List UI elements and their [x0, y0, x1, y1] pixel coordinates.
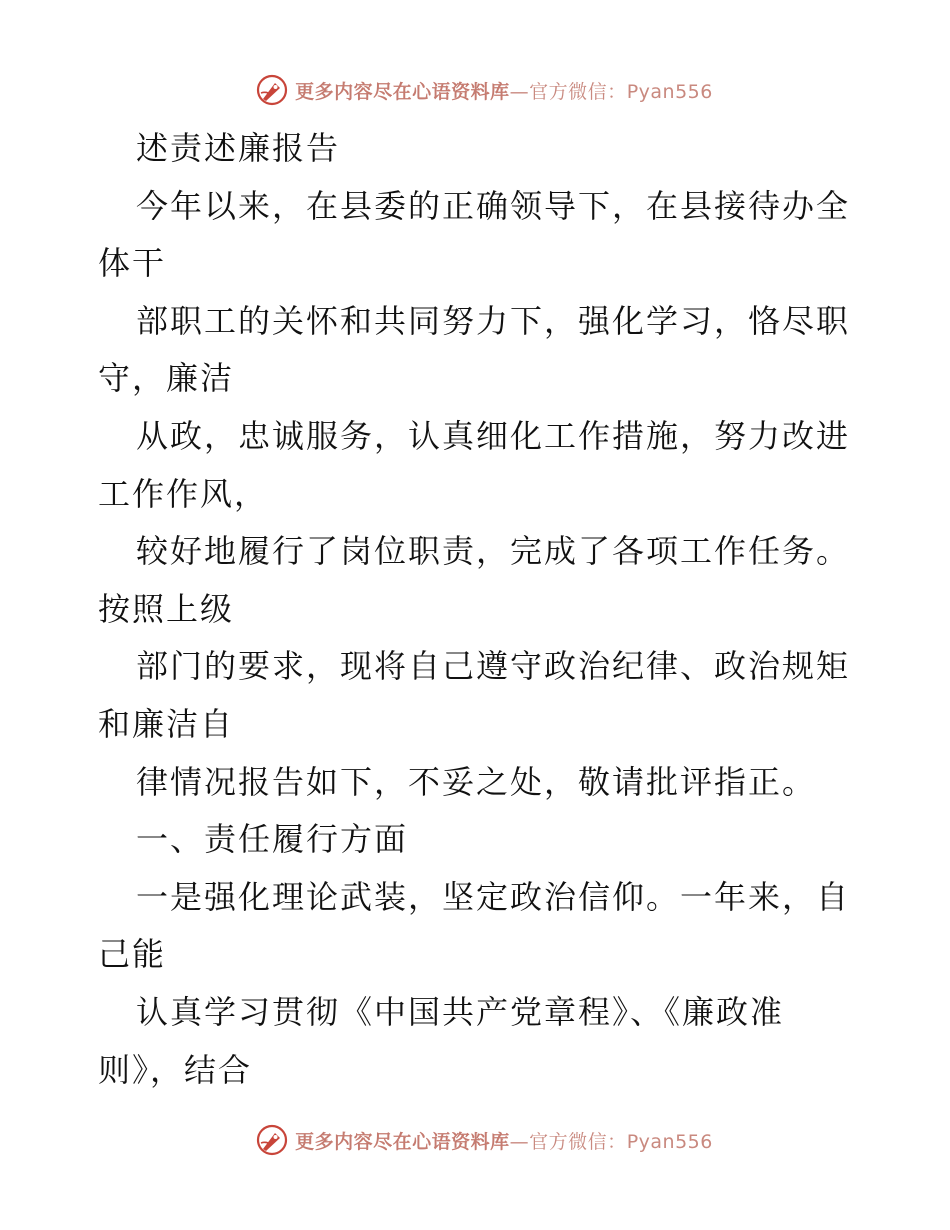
text-line: 从政，忠诚服务，认真细化工作措施，努力改进 — [136, 416, 851, 455]
site-name: 更多内容尽在心语资料库 — [295, 1130, 510, 1153]
header-banner-content — [255, 73, 713, 107]
text-line: 则》，结合 — [98, 1050, 253, 1089]
text-line: 和廉洁自 — [98, 704, 235, 743]
footer-banner-text — [295, 1127, 713, 1154]
separator-dash: — — [509, 80, 530, 103]
text-line: 部职工的关怀和共同努力下，强化学习，恪尽职 — [136, 301, 851, 340]
text-line: 工作作风， — [98, 474, 269, 513]
header-banner-text — [295, 77, 713, 104]
pen-nib-logo-icon — [255, 1123, 289, 1157]
separator-dash: — — [509, 1130, 530, 1153]
text-line: 较好地履行了岗位职责，完成了各项工作任务。 — [136, 532, 851, 571]
document-body — [98, 120, 858, 1099]
wechat-id: Pyan556 — [626, 80, 713, 103]
footer-banner-content — [255, 1123, 713, 1157]
text-line: 今年以来，在县委的正确领导下，在县接待办全 — [136, 186, 851, 225]
text-line: 认真学习贯彻《中国共产党章程》、《廉政准 — [136, 992, 785, 1031]
text-line: 己能 — [98, 935, 167, 974]
pen-nib-logo-icon — [255, 73, 289, 107]
text-line: 一是强化理论武装，坚定政治信仰。一年来，自 — [136, 877, 851, 916]
text-line: 体干 — [98, 244, 167, 283]
header-banner — [0, 70, 950, 110]
section-heading: 一、责任履行方面 — [136, 820, 409, 859]
official-label: 官方微信： — [529, 1130, 627, 1153]
document-title: 述责述廉报告 — [136, 129, 341, 167]
wechat-id: Pyan556 — [626, 1130, 713, 1153]
text-line: 守，廉洁 — [98, 359, 235, 398]
footer-banner — [0, 1120, 950, 1160]
site-name: 更多内容尽在心语资料库 — [295, 80, 510, 103]
official-label: 官方微信： — [529, 80, 627, 103]
text-line: 律情况报告如下，不妥之处，敬请批评指正。 — [136, 762, 817, 801]
text-line: 部门的要求，现将自己遵守政治纪律、政治规矩 — [136, 647, 851, 686]
text-line: 按照上级 — [98, 589, 235, 628]
